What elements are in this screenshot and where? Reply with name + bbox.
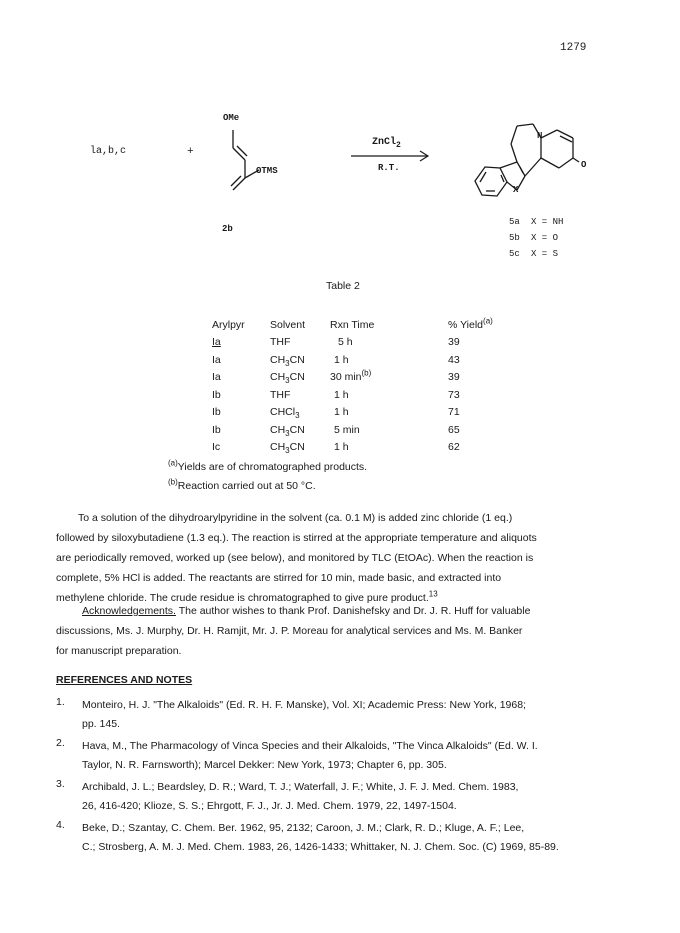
ack-heading: Acknowledgements. — [82, 605, 176, 617]
solvent-ch3cn: $CH_3CN$ — [270, 441, 305, 456]
footnote-b: $^{(b)}$Reaction carried out at 50 °C. — [168, 477, 316, 492]
table-footnotes — [168, 458, 367, 496]
reactant-label: la,b,c — [90, 146, 127, 157]
conditions-label: R.T. — [378, 163, 400, 173]
col-arylpyr: Arylpyr — [212, 318, 245, 331]
table-row: Ib CHCl$_3$ 1 h 71 — [190, 404, 508, 422]
reaction-arrow-icon — [350, 150, 432, 164]
reference-2: Hava, M., The Pharmacology of Vinca Species and their Alkaloids, "The Vinca Alkaloids" (Ed. W. I. Taylor, N. R. Farnsworth); Marcel Dekker: New York, 1973; Chapter 6, pp. 305. — [82, 740, 538, 771]
journal-page: 1279 la,b,c + OMe OTMS 2b ZnCl$_2$ R.T. N X O 5a X = NH 5b X = O 5c X = S Table 2 Arylpyr Solvent Rxn Time % Yield$^{(a)}$ Ia THF 5 h 39 Ia $CH_3CN$ 1 h 43 Ia $CH_3CN$ 30 $\min^{(b)}$ 39 Ib THF 1 h 73 Ib CHCl$_3$ 1 h 71 Ib $CH_3CN$ 5 min 65 Ic $CH_3CN$ 1 h 62 $^{(a)}$Yields are of chromatographed products. $^{(b)}$Reaction carried out at 50 °C. To a solution of the dihydroarylpyridine in the solvent (ca. 0.1 M) is added zinc chloride (1 eq.) followed by siloxybutadiene (1.3 eq.). The reaction is stirred at the appropriate temperature and aliquots are periodically removed, worked up (see below), and monitored by TLC (EtOAc). When the reaction is complete, 5% HCl is added. The reactants are stirred for 10 min, made basic, and extracted into methylene chloride. The crude residue is chromatographed to give pure product.$^{13}$ Acknowledgements. The author wishes to thank Prof. Danishefsky and Dr. J. R. Huff for valuable discussions, Ms. J. Murphy, Dr. H. Ramjit, Mr. J. P. Moreau for analytical services and Ms. M. Banker for manuscript preparation. REFERENCES AND NOTES 1. Monteiro, H. J. "The Alkaloids" (Ed. R. H. F. Manske), Vol. XI; Academic Press: New York, 1968; pp. 145. 2. Hava, M., The Pharmacology of Vinca Species and their Alkaloids, "The Vinca Alkaloids" (Ed. W. I. Taylor, N. R. Farnsworth); Marcel Dekker: New York, 1973; Chapter 6, pp. 305. 3. Archibald, J. L.; Beardsley, D. R.; Ward, T. J.; Waterfall, J. F.; White, J. F. J. Med. Chem. 1983, 26, 416-420; Klioze, S. S.; Ehrgott, F. J., Jr. J. Med. Chem. 1979, 22, 1497-1504. 4. Beke, D.; Szantay, C. Chem. Ber. 1962, 95, 2132; Caroon, J. M.; Clark, R. D.; Kluge, A. F.; Lee, C.; Strosberg, A. M. J. Med. Chem. 1983, 26, 1426-1433; Whittaker, N. J. Chem. Soc. (C) 1969, 85-89. — [0, 0, 680, 933]
reference-4: Beke, D.; Szantay, C. Chem. Ber. 1962, 95, 2132; Caroon, J. M.; Clark, R. D.; Kluge, A. F.; Lee, C.; Strosberg, A. M. J. Med. Chem. 1983, 26, 1426-1433; Whittaker, N. J. Chem. Soc. (C) 1969, 85-89. — [82, 822, 559, 853]
plus-sign: + — [187, 146, 194, 158]
product-x-label: X — [513, 185, 519, 195]
table-row: Ia THF 5 h 39 — [212, 336, 460, 349]
solvent-ch3cn: $CH_3CN$ — [270, 353, 305, 368]
product-list — [509, 214, 563, 262]
product-5a: 5a X = NH — [509, 217, 564, 227]
reference-1: Monteiro, H. J. "The Alkaloids" (Ed. R. H. F. Manske), Vol. XI; Academic Press: New York, 1968; pp. 145. — [82, 699, 526, 730]
table-row: Ic $CH_3CN$ 1 h 62 — [190, 439, 508, 457]
footnote-a: $^{(a)}$Yields are of chromatographed products. — [168, 458, 368, 473]
diene-label: 2b — [222, 224, 233, 234]
solvent-chcl3: CHCl$_3$ — [270, 406, 300, 421]
table-header-row — [190, 316, 508, 334]
table-caption: Table 2 — [326, 280, 360, 292]
product-o-label: O — [581, 160, 587, 170]
procedure-paragraph: To a solution of the dihydroarylpyridine in the solvent (ca. 0.1 M) is added zinc chloride (1 eq.) followed by siloxybutadiene (1.3 eq.). The reaction is stirred at the appropriate temperature and aliquots are periodically removed, worked up (see below), and monitored by TLC (EtOAc). When the reaction is complete, 5% HCl is added. The reactants are stirred for 10 min, made basic, and extracted into methylene chloride. The crude residue is chromatographed to give pure product.$^{13}$ — [56, 512, 537, 604]
reagent-label: ZnCl$_2$ — [372, 137, 401, 150]
acknowledgements: Acknowledgements. The author wishes to thank Prof. Danishefsky and Dr. J. R. Huff for valuable discussions, Ms. J. Murphy, Dr. H. Ramjit, Mr. J. P. Moreau for analytical services and Ms. M. Banker for manuscript preparation. — [56, 605, 531, 657]
product-n-label: N — [537, 131, 543, 141]
col-solvent: Solvent — [270, 318, 306, 331]
solvent-ch3cn: $CH_3CN$ — [270, 423, 305, 438]
ome-label: OMe — [223, 113, 240, 123]
siloxydiene-structure — [215, 110, 295, 200]
page-number: 1279 — [560, 42, 587, 54]
reference-3: Archibald, J. L.; Beardsley, D. R.; Ward, T. J.; Waterfall, J. F.; White, J. F. J. Med. Chem. 1983, 26, 416-420; Klioze, S. S.; Ehrgott, F. J., Jr. J. Med. Chem. 1979, 22, 1497-1504. — [82, 781, 519, 812]
table-row: Ia $CH_3CN$ 30 $\min^{(b)}$ 39 — [212, 368, 460, 386]
product-5c: 5c X = S — [509, 249, 559, 259]
product-5b: 5b X = O — [509, 233, 559, 243]
table-row: Ia $CH_3CN$ 1 h 43 — [190, 351, 508, 369]
otms-label: OTMS — [256, 166, 278, 176]
table-row: Ib $CH_3CN$ 5 min 65 — [190, 421, 508, 439]
solvent-ch3cn: $CH_3CN$ — [270, 371, 305, 386]
references-heading: REFERENCES AND NOTES — [56, 674, 193, 686]
table-row: Ib THF 1 h 73 — [212, 388, 460, 401]
col-time: Rxn Time — [330, 318, 375, 331]
product-structure — [455, 108, 615, 223]
yield-table — [190, 316, 508, 456]
col-yield: % Yield$^{(a)}$ — [448, 316, 493, 331]
